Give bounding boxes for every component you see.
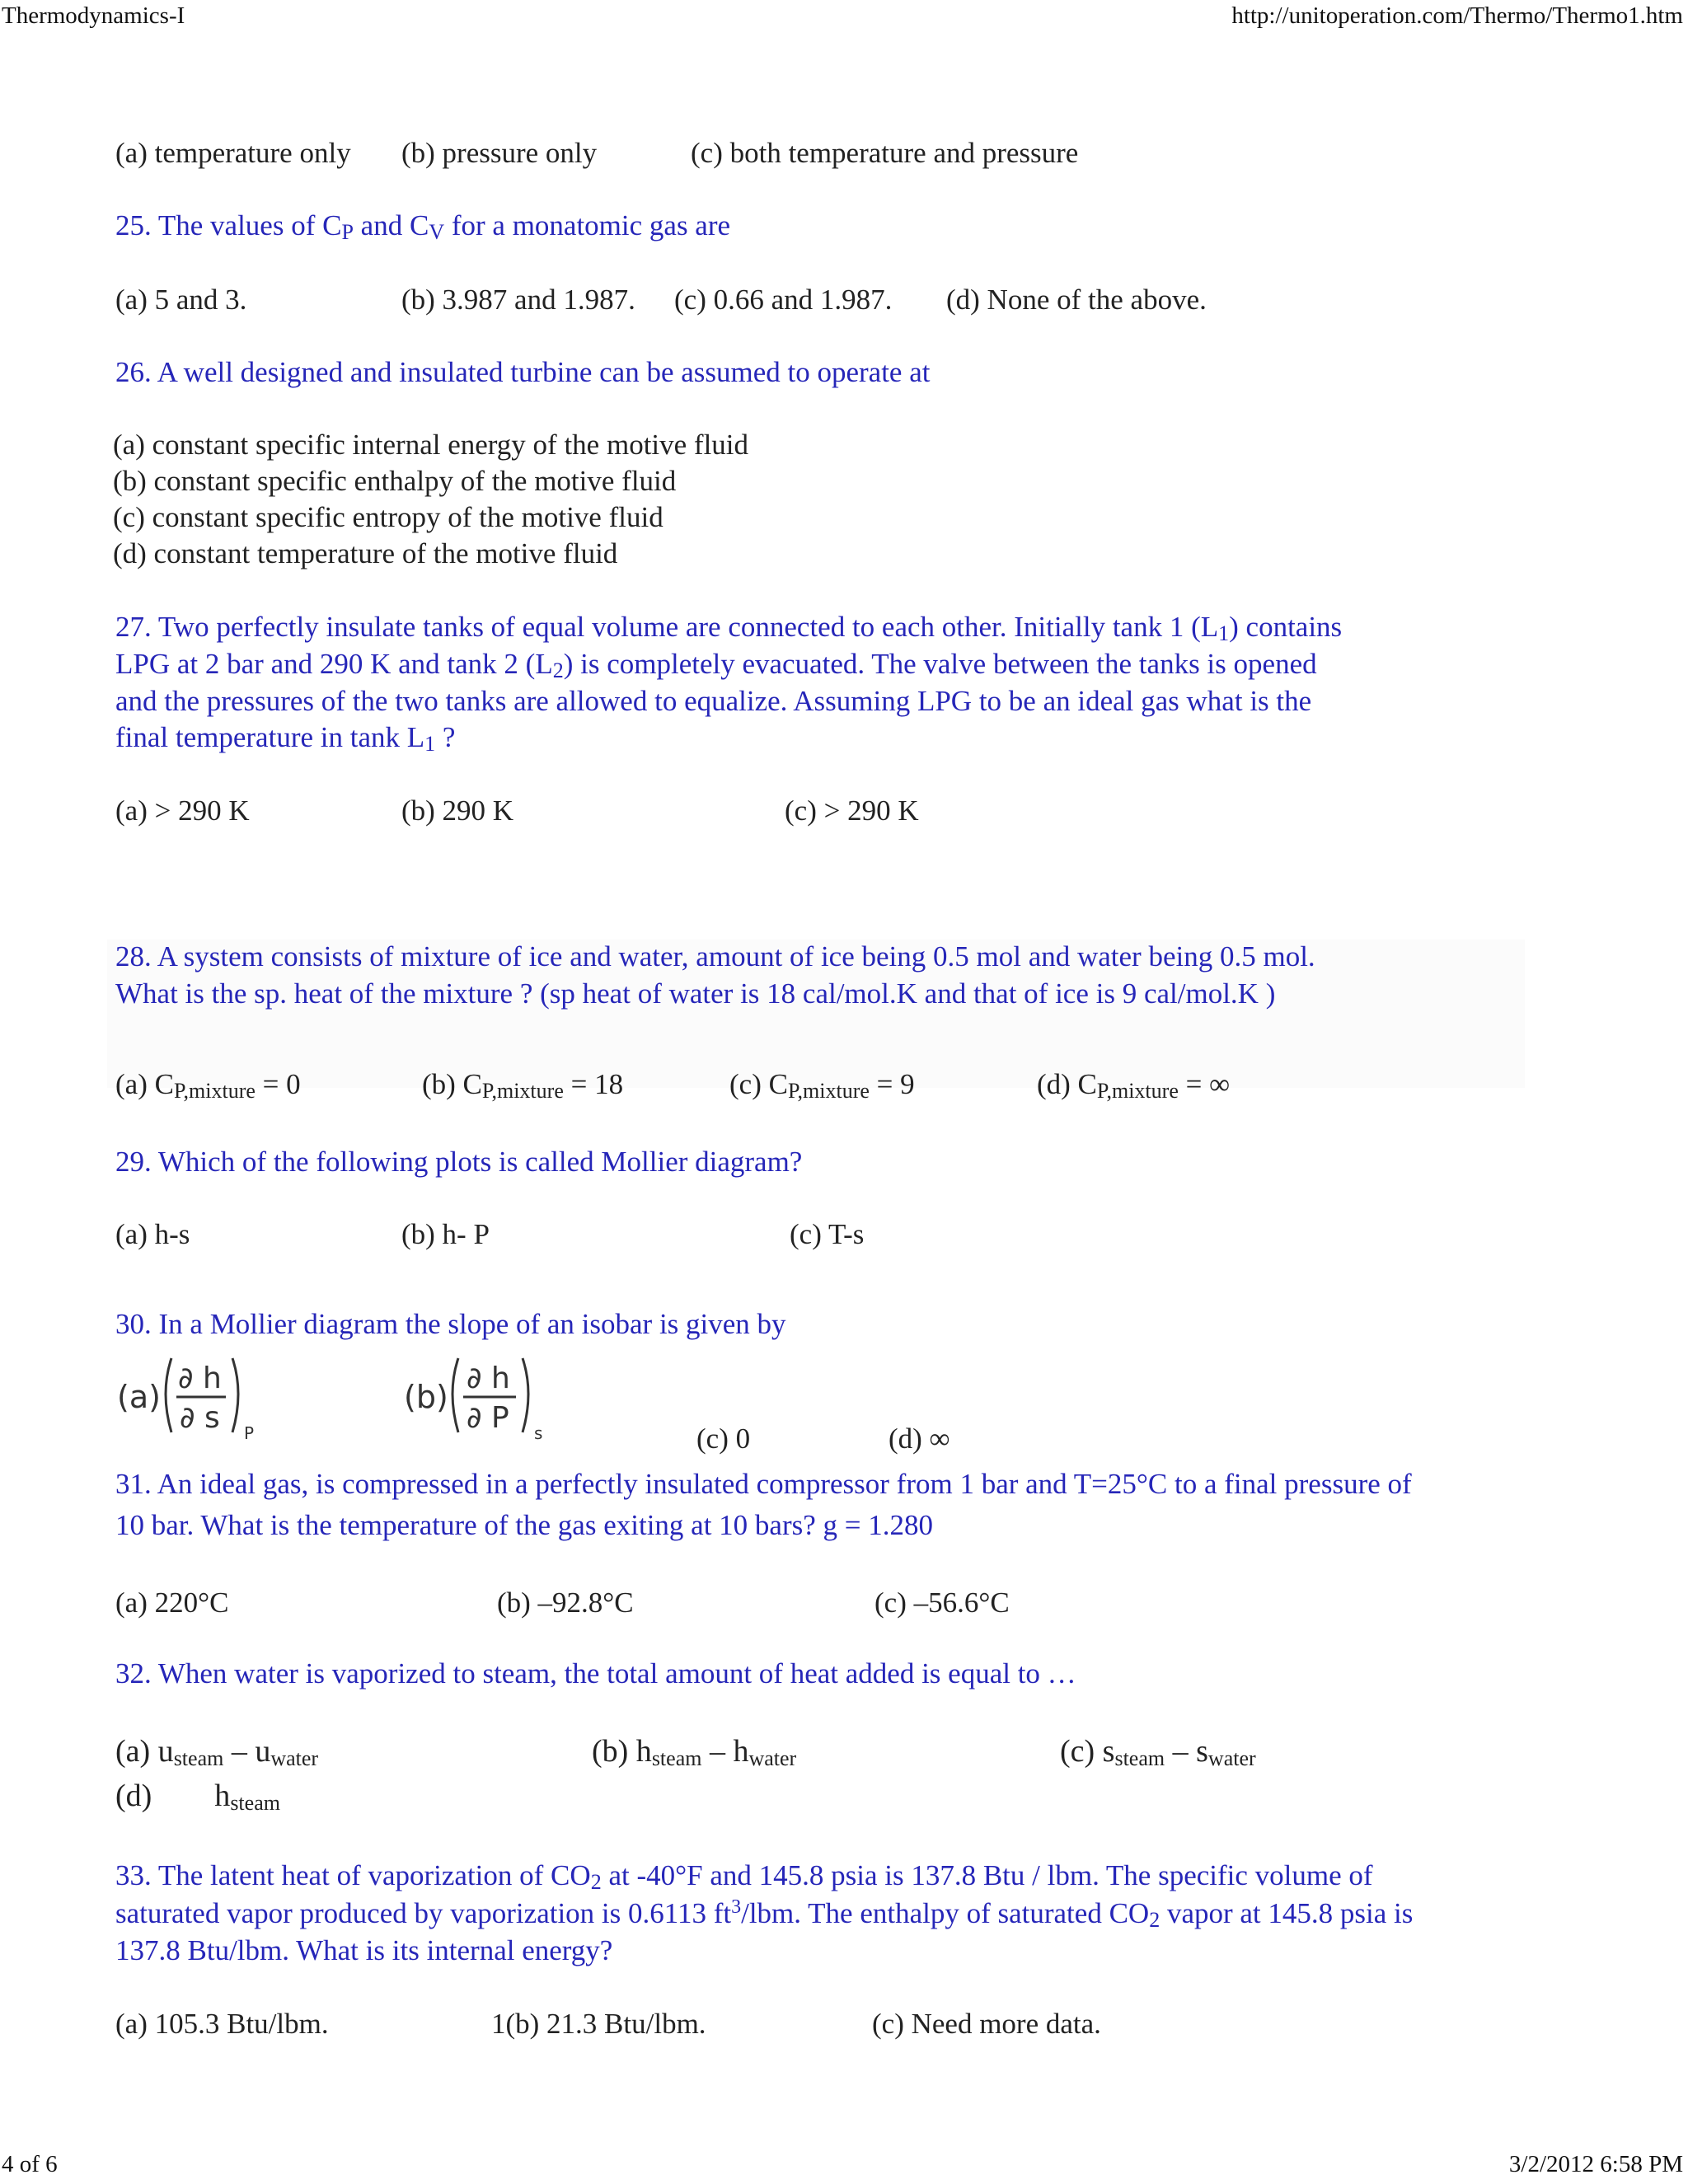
q30-option-d: (d) ∞ bbox=[889, 1422, 950, 1455]
q28-d-value: = ∞ bbox=[1178, 1068, 1231, 1100]
q25-option-b: (b) 3.987 and 1.987. bbox=[401, 284, 635, 316]
q30-b-subscript: s bbox=[534, 1423, 543, 1442]
q33-l2-text: saturated vapor produced by vaporization is 0.6113 ft bbox=[115, 1897, 732, 1929]
q32-a-sub1: steam bbox=[173, 1746, 224, 1770]
q33-option-c: (c) Need more data. bbox=[872, 2008, 1101, 2040]
q33-question-line-2 bbox=[115, 1895, 1413, 1932]
q28-question-line-2: What is the sp. heat of the mixture ? (sp heat of water is 18 cal/mol.K and that of ice is 9 cal/mol.K ) bbox=[115, 977, 1276, 1010]
q33-question-line-1 bbox=[115, 1857, 1373, 1894]
q33-option-b: 1(b) 21.3 Btu/lbm. bbox=[491, 2008, 706, 2040]
q32-c-minus: – s bbox=[1165, 1734, 1208, 1769]
footer-page-number: 4 of 6 bbox=[2, 2151, 58, 2177]
q26-option-a: (a) constant specific internal energy of the motive fluid bbox=[113, 429, 749, 461]
q30-a-numerator: ∂ h bbox=[178, 1361, 222, 1395]
q32-b-text: (b) h bbox=[592, 1734, 652, 1769]
q29-option-c: (c) T-s bbox=[790, 1218, 865, 1250]
q32-option-c bbox=[1060, 1733, 1256, 1770]
q24-option-c: (c) both temperature and pressure bbox=[691, 137, 1079, 169]
q28-d-sub: P,mixture bbox=[1096, 1079, 1179, 1103]
q30-question: 30. In a Mollier diagram the slope of an isobar is given by bbox=[115, 1308, 786, 1340]
q33-l2-sup: 3 bbox=[731, 1896, 742, 1918]
q30-a-denominator: ∂ s bbox=[180, 1401, 220, 1435]
q30-b-denominator: ∂ P bbox=[467, 1401, 509, 1435]
q27-l1-end: ) contains bbox=[1229, 611, 1343, 643]
q30-a-label: (a) bbox=[117, 1379, 161, 1415]
q32-c-sub2: water bbox=[1207, 1746, 1256, 1770]
q32-option-d bbox=[115, 1778, 280, 1815]
q28-option-d bbox=[1037, 1066, 1230, 1103]
q31-question-line-2: 10 bar. What is the temperature of the gas exiting at 10 bars? g = 1.280 bbox=[115, 1509, 934, 1541]
header-title: Thermodynamics-I bbox=[2, 2, 185, 29]
q33-l1-text: 33. The latent heat of vaporization of CO bbox=[115, 1859, 591, 1891]
q33-l2-sub: 2 bbox=[1149, 1908, 1160, 1932]
q31-question-line-1: 31. An ideal gas, is compressed in a perfectly insulated compressor from 1 bar and T=25°C to a final pressure of bbox=[115, 1468, 1412, 1500]
q26-option-d: (d) constant temperature of the motive fluid bbox=[113, 537, 618, 569]
q28-option-a bbox=[115, 1066, 301, 1103]
q27-l4-end: ? bbox=[435, 721, 456, 753]
q28-b-sub: P,mixture bbox=[481, 1079, 564, 1103]
q32-a-text: (a) u bbox=[115, 1734, 174, 1769]
header-url: http://unitoperation.com/Thermo/Thermo1.htm bbox=[1231, 2, 1683, 29]
q28-b-value: = 18 bbox=[563, 1068, 624, 1100]
q27-option-c: (c) > 290 K bbox=[785, 794, 919, 827]
q27-question-line-2 bbox=[115, 645, 1317, 682]
q32-b-sub1: steam bbox=[651, 1746, 702, 1770]
q32-option-b bbox=[592, 1733, 796, 1770]
q28-a-sub: P,mixture bbox=[173, 1079, 256, 1103]
q28-a-value: = 0 bbox=[255, 1068, 301, 1100]
q32-a-minus: – u bbox=[223, 1734, 271, 1769]
q28-option-c bbox=[729, 1066, 915, 1103]
q33-l2-mid: /lbm. The enthalpy of saturated CO bbox=[741, 1897, 1150, 1929]
q31-option-b: (b) –92.8°C bbox=[497, 1586, 634, 1619]
q27-option-b: (b) 290 K bbox=[401, 794, 514, 827]
q25-text-2: and C bbox=[353, 209, 429, 241]
q25-option-c: (c) 0.66 and 1.987. bbox=[674, 284, 893, 316]
q27-l4-sub: 1 bbox=[424, 732, 436, 756]
q27-question-line-3: and the pressures of the two tanks are allowed to equalize. Assuming LPG to be an ideal gas what is the bbox=[115, 685, 1312, 717]
q28-a-label: (a) C bbox=[115, 1068, 174, 1100]
q32-question: 32. When water is vaporized to steam, the total amount of heat added is equal to … bbox=[115, 1657, 1076, 1690]
q26-question: 26. A well designed and insulated turbine can be assumed to operate at bbox=[115, 356, 931, 388]
q27-question-line-1 bbox=[115, 608, 1342, 645]
q27-l4-text: final temperature in tank L bbox=[115, 721, 425, 753]
q25-text-3: for a monatomic gas are bbox=[444, 209, 731, 241]
q32-c-text: (c) s bbox=[1060, 1734, 1115, 1769]
q29-question: 29. Which of the following plots is called Mollier diagram? bbox=[115, 1146, 803, 1178]
q33-l1-sub: 2 bbox=[590, 1870, 602, 1894]
q30-option-c: (c) 0 bbox=[696, 1422, 751, 1455]
q31-option-a: (a) 220°C bbox=[115, 1586, 229, 1619]
q25-cp-sub: P bbox=[341, 220, 354, 244]
q27-l2-sub: 2 bbox=[552, 658, 564, 682]
q29-option-a: (a) h-s bbox=[115, 1218, 190, 1250]
q33-option-a: (a) 105.3 Btu/lbm. bbox=[115, 2008, 329, 2040]
q30-b-numerator: ∂ h bbox=[467, 1361, 510, 1395]
q25-question bbox=[115, 207, 730, 244]
q27-l2-end: ) is completely evacuated. The valve between the tanks is opened bbox=[563, 648, 1317, 680]
q30-b-label: (b) bbox=[404, 1379, 448, 1415]
q33-question-line-3: 137.8 Btu/lbm. What is its internal energy? bbox=[115, 1934, 613, 1966]
q28-question-line-1: 28. A system consists of mixture of ice and water, amount of ice being 0.5 mol and water being 0.5 mol. bbox=[115, 940, 1315, 972]
q27-l1-sub: 1 bbox=[1218, 621, 1230, 645]
q27-l1-text: 27. Two perfectly insulate tanks of equal volume are connected to each other. Initially tank 1 (L bbox=[115, 611, 1219, 643]
q30-a-subscript: P bbox=[244, 1423, 255, 1442]
q30-option-a-derivative bbox=[112, 1352, 277, 1446]
q24-option-a: (a) temperature only bbox=[115, 137, 351, 169]
q31-option-c: (c) –56.6°C bbox=[874, 1586, 1010, 1619]
q33-l2-end: vapor at 145.8 psia is bbox=[1160, 1897, 1414, 1929]
q25-cv-sub: V bbox=[429, 220, 445, 244]
q32-b-sub2: water bbox=[748, 1746, 797, 1770]
q27-option-a: (a) > 290 K bbox=[115, 794, 250, 827]
q26-option-c: (c) constant specific entropy of the motive fluid bbox=[113, 501, 663, 533]
q28-c-value: = 9 bbox=[869, 1068, 915, 1100]
q32-a-sub2: water bbox=[270, 1746, 319, 1770]
q32-option-a bbox=[115, 1733, 318, 1770]
q28-c-sub: P,mixture bbox=[787, 1079, 870, 1103]
q24-option-b: (b) pressure only bbox=[401, 137, 598, 169]
q28-option-b bbox=[422, 1066, 623, 1103]
q27-question-line-4 bbox=[115, 719, 455, 756]
q25-text-1: 25. The values of C bbox=[115, 209, 342, 241]
q30-option-b-derivative bbox=[401, 1352, 565, 1446]
q28-c-label: (c) C bbox=[729, 1068, 788, 1100]
q29-option-b: (b) h- P bbox=[401, 1218, 490, 1250]
q28-b-label: (b) C bbox=[422, 1068, 482, 1100]
q25-option-d: (d) None of the above. bbox=[946, 284, 1207, 316]
q26-option-b: (b) constant specific enthalpy of the motive fluid bbox=[113, 465, 677, 497]
q32-b-minus: – h bbox=[701, 1734, 749, 1769]
footer-timestamp: 3/2/2012 6:58 PM bbox=[1508, 2151, 1683, 2177]
q32-c-sub1: steam bbox=[1114, 1746, 1165, 1770]
q32-d-text: (d) h bbox=[115, 1779, 231, 1813]
q27-l2-text: LPG at 2 bar and 290 K and tank 2 (L bbox=[115, 648, 553, 680]
q25-option-a: (a) 5 and 3. bbox=[115, 284, 247, 316]
q33-l1-end: at -40°F and 145.8 psia is 137.8 Btu / lbm. The specific volume of bbox=[601, 1859, 1373, 1891]
q32-d-sub1: steam bbox=[230, 1791, 280, 1815]
q28-d-label: (d) C bbox=[1037, 1068, 1097, 1100]
